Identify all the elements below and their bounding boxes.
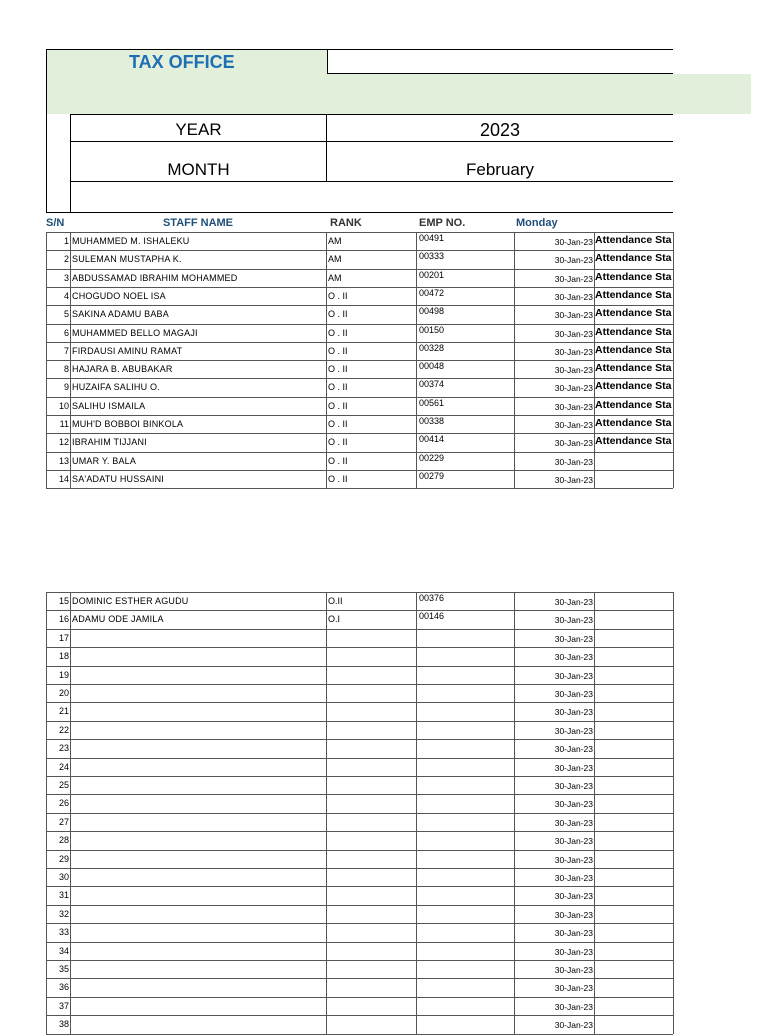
- cell-attendance-status: Attendance Sta: [595, 270, 672, 283]
- cell-date: 30-Jan-23: [554, 670, 593, 681]
- cell-sn: 26: [58, 798, 69, 809]
- col-line: [326, 592, 327, 1034]
- cell-rank: O . II: [328, 309, 348, 320]
- cell-date: 30-Jan-23: [554, 873, 593, 883]
- row-line: [46, 776, 673, 777]
- col-header-emp: EMP NO.: [419, 217, 466, 229]
- cell-date: 30-Jan-23: [554, 474, 593, 485]
- cell-date: 30-Jan-23: [554, 836, 593, 847]
- cell-date: 30-Jan-23: [554, 965, 593, 975]
- cell-rank: O . II: [328, 419, 348, 429]
- cell-sn: 12: [58, 437, 69, 448]
- cell-date: 30-Jan-23: [554, 310, 593, 321]
- cell-rank: O . II: [328, 437, 348, 448]
- colhead-top-border: [46, 212, 673, 213]
- cell-staff-name: MUHAMMED BELLO MAGAJI: [72, 327, 198, 338]
- row-line: [46, 1034, 673, 1035]
- cell-sn: 31: [58, 890, 69, 901]
- col-line: [514, 592, 515, 1034]
- cell-date: 30-Jan-23: [554, 762, 593, 773]
- col-line: [673, 592, 674, 1034]
- cell-attendance-status: Attendance Sta: [595, 288, 672, 301]
- row-line: [46, 415, 673, 416]
- row-line: [46, 960, 673, 961]
- cell-sn: 18: [58, 651, 69, 662]
- row-line: [46, 378, 673, 379]
- cell-sn: 28: [58, 835, 69, 846]
- cell-date: 30-Jan-23: [554, 328, 593, 339]
- cell-date: 30-Jan-23: [554, 909, 593, 920]
- col-line: [514, 232, 515, 488]
- header-band-right: [327, 74, 751, 114]
- cell-emp-no: 00414: [419, 434, 445, 445]
- cell-date: 30-Jan-23: [554, 420, 593, 430]
- cell-date: 30-Jan-23: [554, 438, 593, 449]
- col-header-day: Monday: [516, 217, 558, 229]
- cell-sn: 20: [58, 688, 69, 698]
- cell-sn: 30: [58, 872, 69, 882]
- col-line: [70, 232, 71, 488]
- cell-rank: O . II: [328, 400, 348, 411]
- cell-sn: 8: [63, 364, 69, 375]
- cell-attendance-status: Attendance Sta: [595, 325, 672, 338]
- ym-top-border: [70, 114, 673, 115]
- cell-date: 30-Jan-23: [554, 652, 593, 663]
- cell-emp-no: 00279: [419, 470, 445, 481]
- cell-staff-name: MUH'D BOBBOI BINKOLA: [72, 419, 184, 429]
- cell-rank: O . II: [328, 327, 348, 338]
- cell-date: 30-Jan-23: [554, 725, 593, 736]
- cell-staff-name: SA'ADATU HUSSAINI: [72, 473, 164, 484]
- cell-sn: 4: [63, 290, 69, 301]
- cell-date: 30-Jan-23: [554, 946, 593, 957]
- cell-date: 30-Jan-23: [554, 1001, 593, 1012]
- cell-rank: O.I: [328, 614, 341, 625]
- cell-date: 30-Jan-23: [554, 456, 593, 467]
- cell-attendance-status: Attendance Sta: [595, 417, 672, 429]
- cell-emp-no: 00472: [419, 287, 445, 298]
- row-line: [46, 813, 673, 814]
- cell-sn: 3: [63, 272, 69, 283]
- cell-sn: 14: [58, 473, 69, 484]
- row-line: [46, 739, 673, 740]
- col-line: [416, 592, 417, 1034]
- row-line: [46, 629, 673, 630]
- cell-sn: 22: [58, 724, 69, 735]
- office-title-cell: [327, 49, 673, 74]
- cell-emp-no: 00229: [419, 452, 445, 463]
- cell-date: 30-Jan-23: [554, 928, 593, 939]
- cell-sn: 23: [58, 743, 69, 754]
- row-line: [46, 397, 673, 398]
- office-title: TAX OFFICE: [129, 52, 235, 72]
- cell-sn: 5: [63, 309, 69, 320]
- cell-date: 30-Jan-23: [554, 707, 593, 718]
- cell-rank: AM: [328, 236, 342, 246]
- row-line: [46, 342, 673, 343]
- cell-staff-name: UMAR Y. BALA: [72, 455, 137, 466]
- cell-attendance-status: Attendance Sta: [595, 252, 672, 265]
- row-line: [46, 978, 673, 979]
- row-line: [46, 702, 673, 703]
- row-line: [46, 250, 673, 251]
- header-top-border: [46, 49, 327, 50]
- col-line: [70, 592, 71, 1034]
- cell-date: 30-Jan-23: [554, 891, 593, 902]
- cell-rank: O.II: [328, 596, 343, 606]
- ym-bottom-border: [70, 181, 673, 182]
- row-line: [46, 868, 673, 869]
- cell-staff-name: DOMINIC ESTHER AGUDU: [72, 596, 189, 606]
- cell-date: 30-Jan-23: [554, 365, 593, 376]
- col-line: [594, 592, 595, 1034]
- cell-rank: O . II: [328, 473, 348, 484]
- cell-staff-name: SAKINA ADAMU BABA: [72, 309, 169, 320]
- row-line: [46, 610, 673, 611]
- row-line: [46, 488, 673, 489]
- cell-date: 30-Jan-23: [554, 401, 593, 412]
- cell-rank: O . II: [328, 382, 348, 393]
- row-line: [46, 666, 673, 667]
- cell-staff-name: ADAMU ODE JAMILA: [72, 614, 164, 625]
- cell-emp-no: 00328: [419, 342, 445, 353]
- cell-emp-no: 00498: [419, 306, 445, 317]
- cell-sn: 15: [58, 596, 69, 606]
- cell-date: 30-Jan-23: [554, 346, 593, 357]
- year-label: YEAR: [175, 120, 222, 139]
- col-line: [416, 232, 417, 488]
- cell-staff-name: IBRAHIM TIJJANI: [72, 437, 147, 448]
- row-line: [46, 324, 673, 325]
- cell-sn: 29: [58, 853, 69, 864]
- cell-attendance-status: Attendance Sta: [595, 234, 672, 246]
- row-line: [46, 360, 673, 361]
- col-line: [46, 232, 47, 488]
- year-value: 2023: [479, 120, 521, 140]
- row-line: [46, 287, 673, 288]
- month-value: February: [465, 160, 535, 179]
- col-line: [326, 232, 327, 488]
- cell-staff-name: FIRDAUSI AMINU RAMAT: [72, 345, 183, 356]
- cell-attendance-status: Attendance Sta: [595, 362, 672, 375]
- col-line: [673, 232, 674, 488]
- cell-date: 30-Jan-23: [554, 633, 593, 644]
- cell-emp-no: 00201: [419, 269, 445, 280]
- cell-attendance-status: Attendance Sta: [595, 380, 672, 393]
- col-header-sn: S/N: [46, 217, 65, 229]
- cell-date: 30-Jan-23: [554, 237, 593, 247]
- cell-attendance-status: Attendance Sta: [595, 307, 672, 320]
- cell-staff-name: SALIHU ISMAILA: [72, 400, 146, 411]
- ym-mid-border: [70, 141, 673, 142]
- cell-date: 30-Jan-23: [554, 273, 593, 284]
- cell-date: 30-Jan-23: [554, 597, 593, 607]
- cell-sn: 13: [58, 455, 69, 466]
- cell-date: 30-Jan-23: [554, 781, 593, 791]
- header-left-border: [46, 49, 47, 213]
- row-line: [46, 232, 673, 233]
- cell-sn: 36: [58, 982, 69, 993]
- cell-sn: 25: [58, 780, 69, 790]
- cell-staff-name: ABDUSSAMAD IBRAHIM MOHAMMED: [72, 272, 238, 283]
- cell-sn: 11: [59, 419, 69, 429]
- cell-staff-name: MUHAMMED M. ISHALEKU: [72, 236, 190, 246]
- cell-staff-name: CHOGUDO NOEL ISA: [72, 290, 166, 301]
- cell-sn: 17: [58, 632, 69, 643]
- row-line: [46, 305, 673, 306]
- row-line: [46, 794, 673, 795]
- cell-sn: 37: [58, 1000, 69, 1011]
- month-label: MONTH: [167, 160, 230, 179]
- row-line: [46, 997, 673, 998]
- col-header-rank: RANK: [330, 217, 362, 229]
- cell-sn: 6: [63, 327, 69, 338]
- cell-date: 30-Jan-23: [554, 255, 593, 266]
- cell-staff-name: HAJARA B. ABUBAKAR: [72, 364, 173, 375]
- row-line: [46, 850, 673, 851]
- cell-emp-no: 00561: [419, 397, 445, 408]
- cell-rank: AM: [328, 254, 342, 265]
- row-line: [46, 831, 673, 832]
- row-line: [46, 923, 673, 924]
- cell-emp-no: 00376: [419, 593, 445, 603]
- cell-date: 30-Jan-23: [554, 799, 593, 810]
- cell-emp-no: 00146: [419, 611, 445, 622]
- cell-staff-name: HUZAIFA SALIHU O.: [72, 382, 160, 393]
- cell-sn: 16: [58, 614, 69, 625]
- cell-sn: 32: [58, 908, 69, 919]
- row-line: [46, 647, 673, 648]
- row-line: [46, 758, 673, 759]
- cell-staff-name: SULEMAN MUSTAPHA K.: [72, 254, 182, 265]
- cell-sn: 24: [58, 761, 69, 772]
- cell-date: 30-Jan-23: [554, 983, 593, 994]
- cell-sn: 34: [58, 945, 69, 956]
- cell-sn: 33: [58, 927, 69, 938]
- cell-date: 30-Jan-23: [554, 854, 593, 865]
- cell-date: 30-Jan-23: [554, 615, 593, 626]
- cell-sn: 38: [58, 1019, 69, 1030]
- cell-date: 30-Jan-23: [554, 817, 593, 828]
- cell-sn: 7: [63, 345, 69, 356]
- cell-emp-no: 00491: [419, 233, 445, 243]
- cell-sn: 2: [63, 254, 69, 265]
- row-line: [46, 269, 673, 270]
- cell-date: 30-Jan-23: [554, 383, 593, 394]
- cell-emp-no: 00333: [419, 251, 445, 262]
- cell-sn: 35: [58, 964, 69, 974]
- cell-rank: O . II: [328, 290, 348, 301]
- cell-date: 30-Jan-23: [554, 689, 593, 699]
- cell-date: 30-Jan-23: [554, 291, 593, 302]
- row-line: [46, 433, 673, 434]
- cell-sn: 1: [63, 236, 69, 246]
- row-line: [46, 592, 673, 593]
- cell-sn: 21: [58, 706, 69, 717]
- row-line: [46, 684, 673, 685]
- row-line: [46, 1015, 673, 1016]
- cell-emp-no: 00374: [419, 379, 445, 390]
- cell-attendance-status: Attendance Sta: [595, 435, 672, 448]
- cell-rank: O . II: [328, 455, 348, 466]
- row-line: [46, 905, 673, 906]
- row-line: [46, 452, 673, 453]
- cell-sn: 27: [58, 816, 69, 827]
- cell-date: 30-Jan-23: [554, 744, 593, 755]
- cell-rank: O . II: [328, 345, 348, 356]
- cell-attendance-status: Attendance Sta: [595, 343, 672, 356]
- row-line: [46, 886, 673, 887]
- cell-emp-no: 00338: [419, 416, 445, 426]
- cell-rank: O . II: [328, 364, 348, 375]
- cell-emp-no: 00048: [419, 361, 445, 372]
- cell-date: 30-Jan-23: [554, 1020, 593, 1031]
- cell-sn: 9: [63, 382, 69, 393]
- cell-attendance-status: Attendance Sta: [595, 398, 672, 411]
- row-line: [46, 942, 673, 943]
- cell-sn: 10: [58, 400, 69, 411]
- row-line: [46, 470, 673, 471]
- row-line: [46, 721, 673, 722]
- col-header-name: STAFF NAME: [162, 217, 234, 229]
- cell-sn: 19: [58, 669, 69, 680]
- cell-rank: AM: [328, 272, 342, 283]
- cell-emp-no: 00150: [419, 324, 445, 335]
